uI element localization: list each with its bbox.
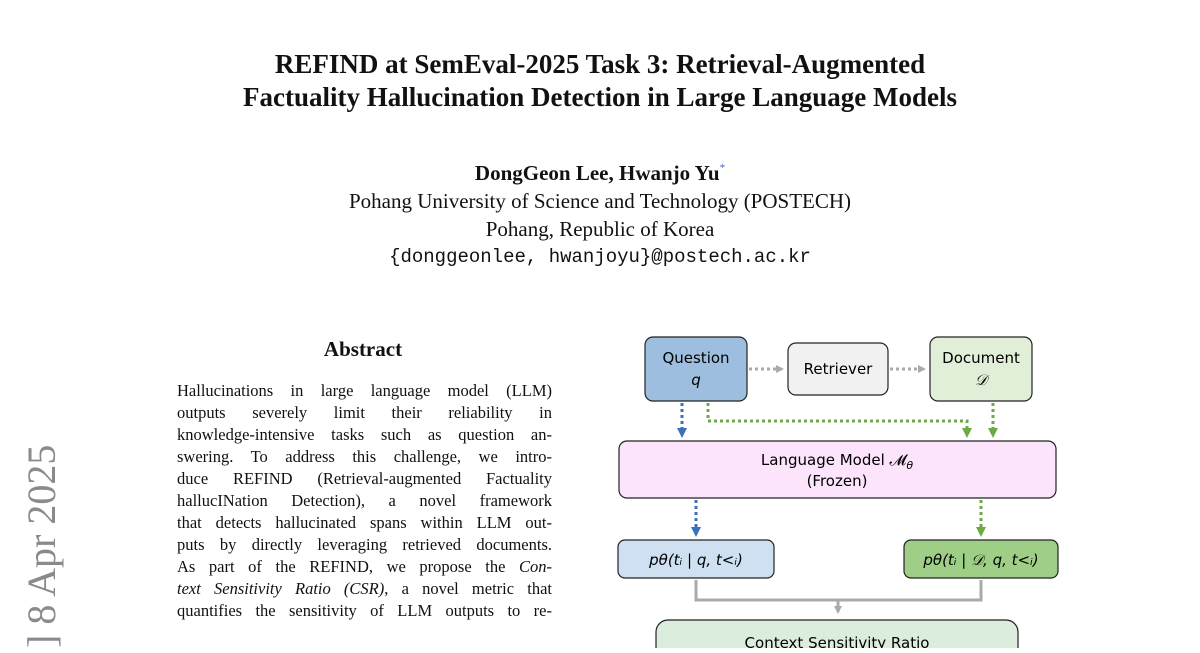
csr-node [656, 620, 1018, 648]
document-box [930, 337, 1032, 401]
title-line-2: Factuality Hallucination Detection in Large Language Models [243, 82, 957, 112]
abstract-line-text: , a novel metric that [384, 579, 552, 598]
p-left-node [618, 540, 774, 578]
arxiv-side-stamp: ] 8 Apr 2025 [19, 444, 64, 648]
question-to-lm-green-arrow [708, 403, 967, 434]
abstract-line: swering. To address this challenge, we intro- [177, 447, 552, 466]
p-left-formula: pθ(tᵢ | q, t<ᵢ) [649, 551, 743, 569]
title-line-1: REFIND at SemEval-2025 Task 3: Retrieval-Augmented [274, 49, 926, 79]
p-right-formula: pθ(tᵢ | 𝒟, q, t<ᵢ) [923, 551, 1039, 569]
abstract-line: duce REFIND (Retrieval-augmented Factuality [177, 469, 552, 488]
abstract-text [177, 380, 552, 622]
refind-framework-figure [612, 330, 1072, 648]
question-label: Question [662, 349, 730, 367]
abstract-emphasis: Con- [519, 557, 552, 576]
abstract-line: Hallucinations in large language model (LLM) [177, 381, 552, 400]
p-right-node [904, 540, 1058, 578]
language-model-label [761, 451, 913, 472]
question-box [645, 337, 747, 401]
csr-label: Context Sensitivity Ratio [744, 634, 930, 648]
author-block [0, 154, 1200, 271]
abstract-line: knowledge-intensive tasks such as question an- [177, 425, 552, 444]
author-names: DongGeon Lee, Hwanjo Yu [474, 161, 720, 185]
language-model-frozen: (Frozen) [806, 472, 868, 490]
document-label: Document [942, 349, 1020, 367]
retriever-label: Retriever [803, 360, 873, 378]
question-symbol: q [691, 371, 701, 389]
abstract-line: puts by directly leveraging retrieved documents. [177, 535, 552, 554]
paper-title [0, 48, 1200, 114]
retriever-node [788, 343, 888, 395]
language-model-subscript: θ [906, 459, 914, 472]
author-email: {donggeonlee, hwanjoyu}@postech.ac.kr [389, 246, 811, 268]
abstract-line [177, 556, 552, 578]
abstract-heading: Abstract [323, 337, 403, 361]
language-model-name: Language Model 𝓜 [760, 451, 907, 469]
abstract-emphasis: text Sensitivity Ratio (CSR) [177, 579, 385, 598]
language-model-node [619, 441, 1056, 498]
merge-line [696, 580, 981, 600]
abstract-line: quantifies the sensitivity of LLM outputs to re- [177, 601, 552, 620]
framework-diagram [612, 330, 1072, 648]
abstract-line [177, 578, 552, 600]
document-node [930, 337, 1032, 401]
affiliation: Pohang University of Science and Technology (POSTECH) [348, 189, 852, 213]
abstract-line-text: As part of the REFIND, we propose the [177, 557, 519, 576]
question-node [645, 337, 747, 401]
location: Pohang, Republic of Korea [485, 217, 715, 241]
document-symbol: 𝒟 [975, 371, 987, 389]
corresponding-author-mark: * [719, 162, 726, 174]
abstract-line: outputs severely limit their reliability in [177, 403, 552, 422]
abstract-line: that detects hallucinated spans within LLM out- [177, 513, 552, 532]
abstract-line: hallucINation Detection), a novel framework [177, 491, 552, 510]
